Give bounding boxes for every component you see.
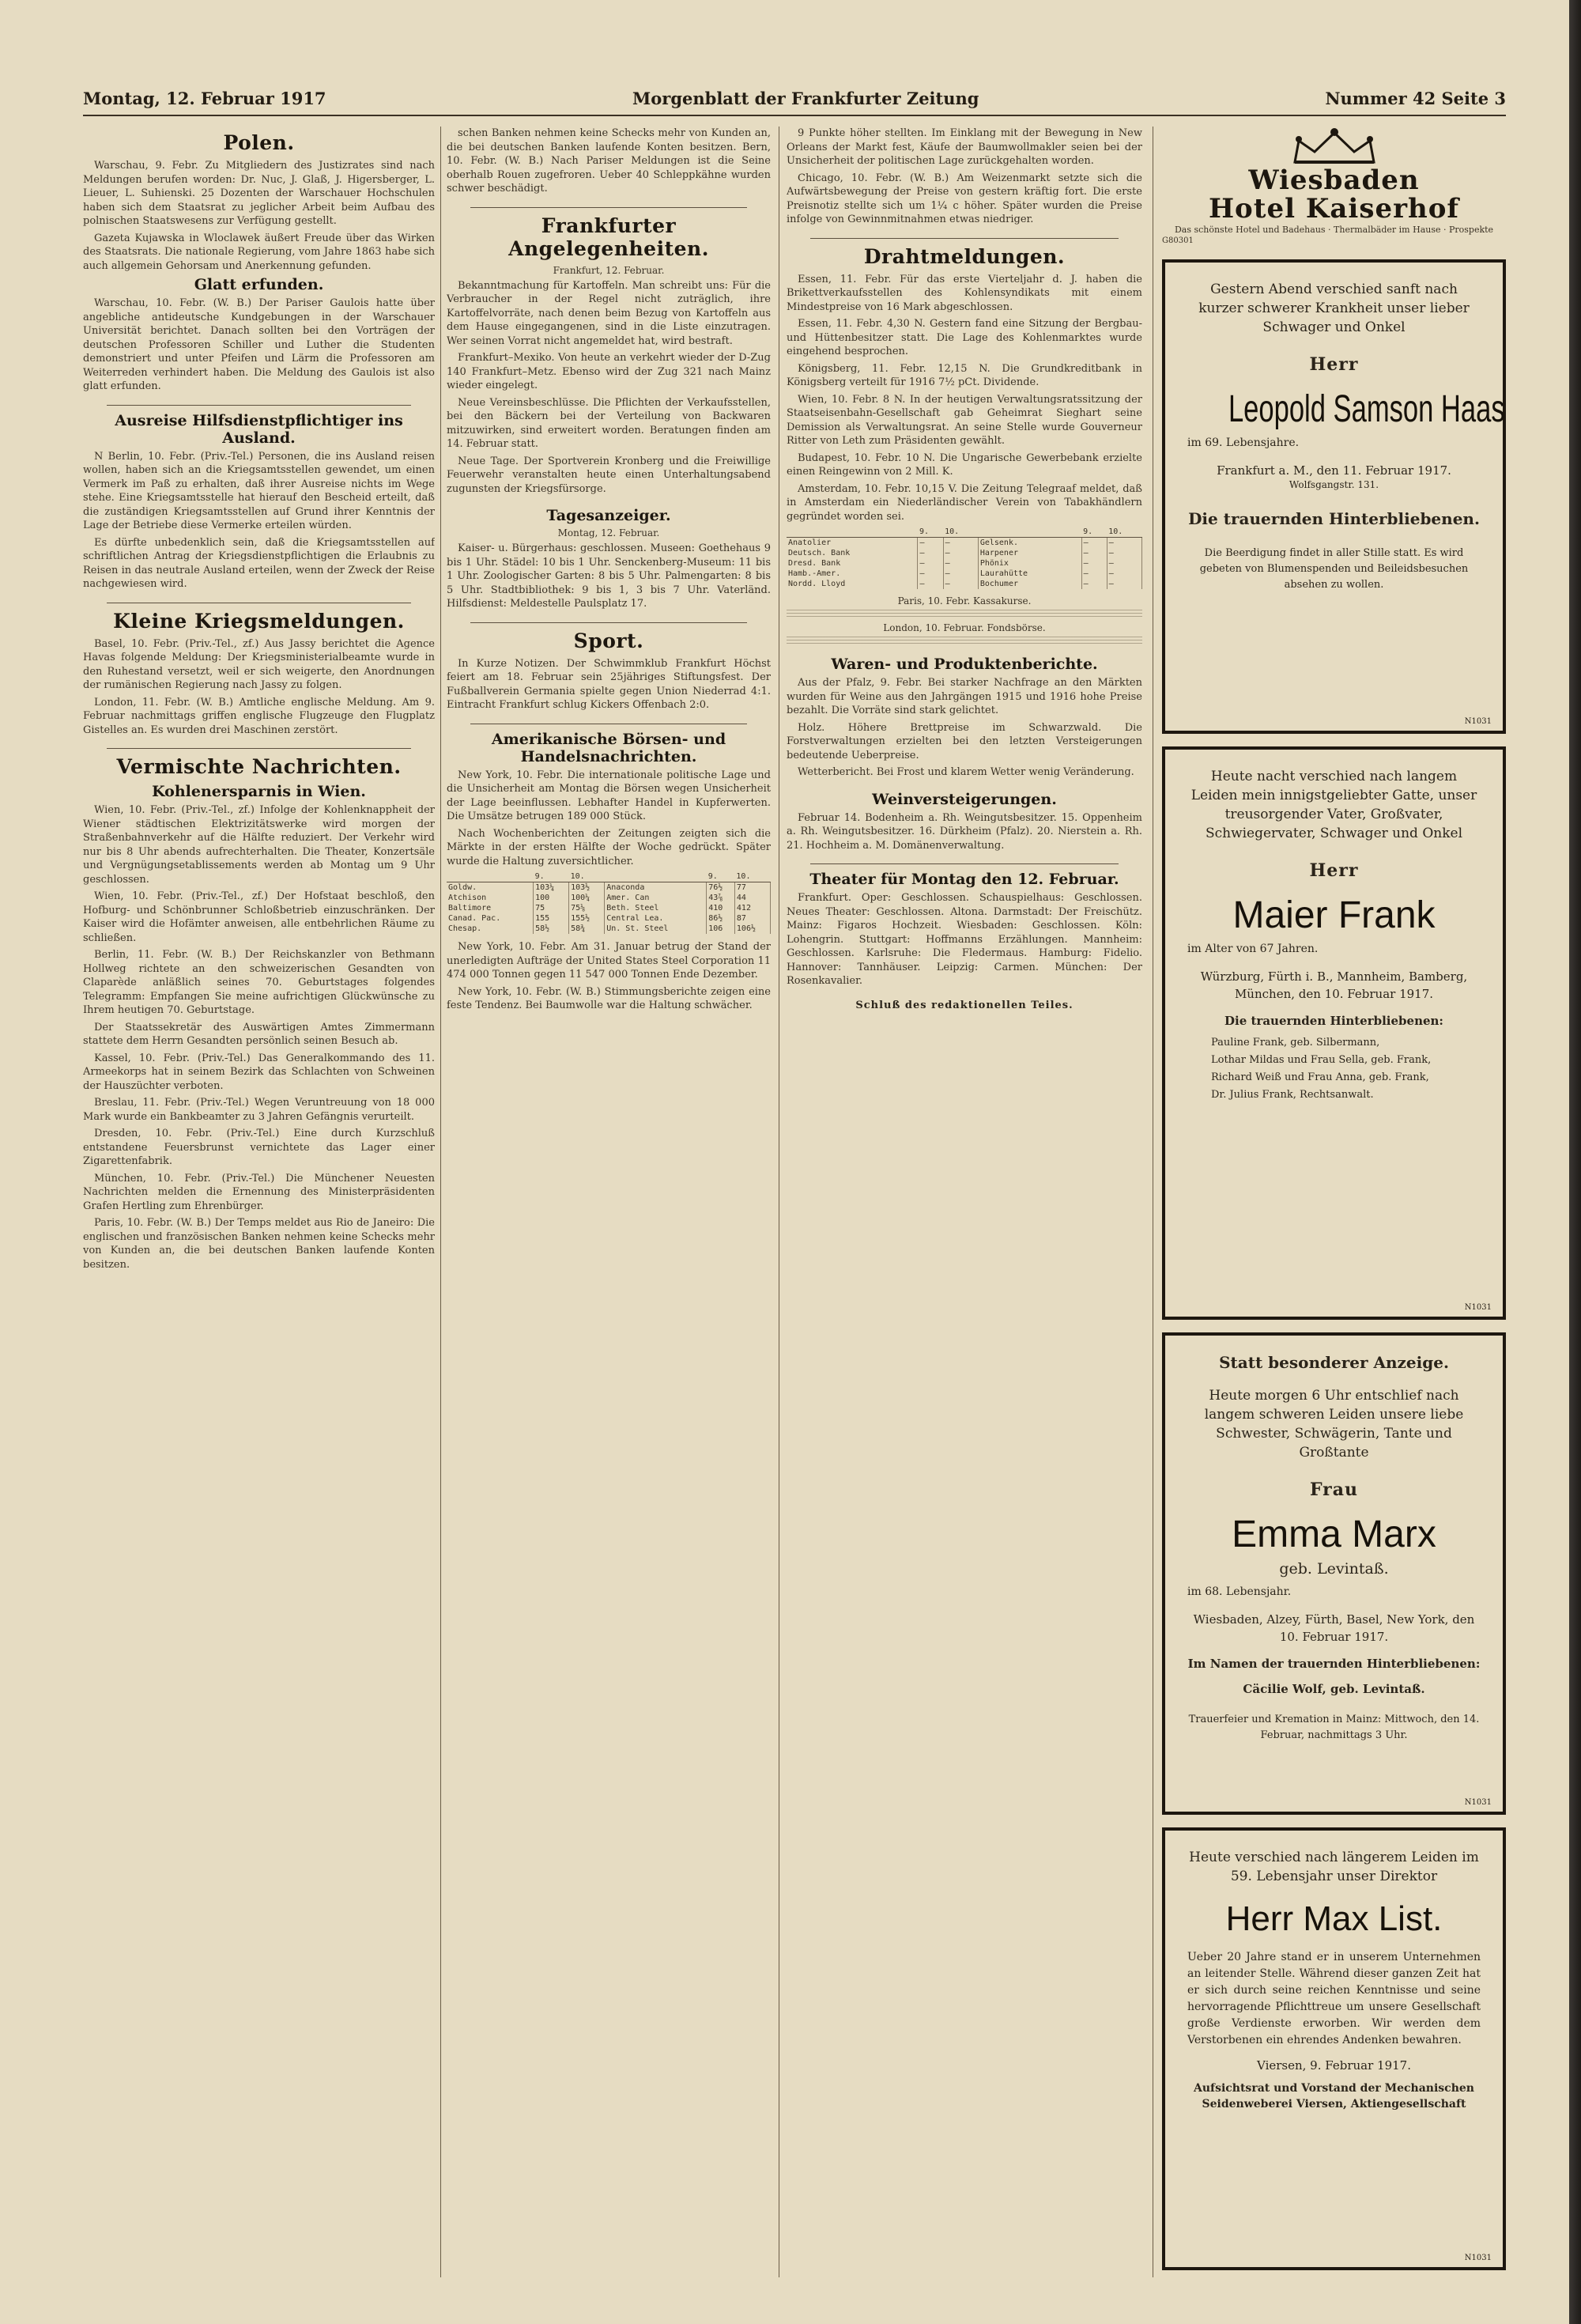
mourner-name: Lothar Mildas und Frau Sella, geb. Frank, <box>1211 1054 1432 1066</box>
mourner-name: Dr. Julius Frank, Rechtsanwalt. <box>1211 1089 1374 1101</box>
obituary-marx <box>1162 1332 1506 1815</box>
article-paragraph: Bekanntmachung für Kartoffeln. Man schreibt uns: Für die Verbraucher in der Regel nicht zuträglich, ihre Kartoffelvorräte, nach denen beim Bezug von Kartoffeln aus dem Hause eingegangenen, sind in die Liste einzutragen. Wer seinen Vorrat nicht angemeldet hat, wird bestraft. <box>447 279 771 347</box>
article-paragraph: Budapest, 10. Febr. 10 N. Die Ungarische Gewerbebank erzielte einen Reingewinn von 2 Mill. K. <box>787 452 1142 478</box>
dateline: Paris, 10. Febr. Kassakurse. <box>897 595 1032 607</box>
article-title: Theater für Montag den 12. Februar. <box>809 871 1119 888</box>
article-paragraph: Neue Tage. Der Sportverein Kronberg und die Freiwillige Feuerwehr veranstalten heute einen Unterhaltungsabend zugunsten der Kriegsfürsorge. <box>447 455 771 495</box>
article-title: Sport. <box>573 629 644 652</box>
obituary-haas <box>1162 259 1506 734</box>
crown-icon <box>1283 127 1386 166</box>
article-paragraph: Warschau, 9. Febr. Zu Mitgliedern des Justizrates sind nach Meldungen berufen worden: Dr. Nuc, J. Glaß, J. Higersberger, L. Lieuer, L. Suhienski. 25 Dozenten der Warschauer Hochschulen haben sich dem Staatsrat zu jeglicher Arbeit beim Aufbau des polnischen Staatswesens zur Verfügung gestellt. <box>83 160 435 227</box>
table-cell: 155 <box>534 913 569 924</box>
obituary-name: Emma Marx <box>1232 1513 1436 1555</box>
table-cell: 43⅞ <box>707 893 735 903</box>
masthead-paper-name: Morgenblatt der Frankfurter Zeitung <box>632 89 979 108</box>
article-paragraph: Breslau, 11. Febr. (Priv.-Tel.) Wegen Veruntreuung von 18 000 Mark wurde ein Bankbeamter zu 3 Jahren Gefängnis verurteilt. <box>83 1097 435 1123</box>
article-continued <box>787 127 1142 227</box>
table-body <box>447 882 771 935</box>
article-paragraph: 9 Punkte höher stellten. Im Einklang mit der Bewegung in New Orleans der Markt fest, Käufe der Baumwollmakler seien bei der Unsicherheit der politischen Lage zurückgehalten worden. <box>787 127 1142 167</box>
article-continued <box>447 127 771 196</box>
table-cell: 412 <box>734 903 770 913</box>
table-cell: — <box>1107 538 1141 549</box>
article-paragraph: In Kurze Notizen. Der Schwimmklub Frankfurt Höchst feiert am 18. Februar sein 25jähriges Stiftungsfest. Der Fußballverein Germania spielte gegen Union Niederrad 4:1. Eintracht Frankfurt schlug Kickers Offenbach 2:0. <box>447 657 771 711</box>
table-cell: 58½ <box>534 924 569 934</box>
obituary-header: Statt besonderer Anzeige. <box>1219 1353 1449 1372</box>
table-header: 10. <box>569 871 605 882</box>
table-row <box>787 569 1142 579</box>
table-cell: 86½ <box>707 913 735 924</box>
table-row <box>447 893 771 903</box>
table-header <box>787 527 918 538</box>
obituary-name: Maier Frank <box>1232 894 1436 936</box>
article-title: Weinversteigerungen. <box>872 790 1057 808</box>
obituary-signature: Im Namen der trauernden Hinterbliebenen: <box>1187 1657 1481 1671</box>
obituary-age: im 68. Lebensjahr. <box>1187 1585 1292 1598</box>
ad-code: G80301 <box>1162 236 1194 245</box>
table-header: 10. <box>1107 527 1141 538</box>
obituary-signature: Die trauernden Hinterbliebenen: <box>1224 1014 1443 1028</box>
stock-quotes-table <box>787 527 1142 589</box>
dateline: Frankfurt, 12. Februar. <box>553 264 665 276</box>
obituary-frank <box>1162 746 1506 1320</box>
obituary-burial-note: Die Beerdigung findet in aller Stille statt. Es wird gebeten von Blumenspenden und Beileidsbesuchen absehen zu wollen. <box>1199 547 1469 591</box>
ad-code: N1031 <box>1464 2254 1492 2262</box>
table-header: 10. <box>943 527 978 538</box>
table-cell: Laurahütte <box>978 569 1081 579</box>
table-cell: — <box>918 569 943 579</box>
ad-code: N1031 <box>1464 1303 1492 1312</box>
table-row <box>787 579 1142 589</box>
article-paragraph: Gazeta Kujawska in Wloclawek äußert Freude über das Wirken des Staatsrats. Die nationale Regierung, vom Jahre 1863 habe sich auch allgemein Gehorsam und Anerkennung gefunden. <box>83 232 435 272</box>
masthead-rule <box>83 115 1506 116</box>
article-paragraph: London, 11. Febr. (W. B.) Amtliche englische Meldung. Am 9. Februar nachmittags griffen englische Flugzeuge den Flugplatz Gistelles an. Es wurden drei Maschinen zerstört. <box>83 696 435 736</box>
table-cell: Central Lea. <box>605 913 707 924</box>
table-cell: — <box>1081 569 1107 579</box>
table-cell: Deutsch. Bank <box>787 548 918 558</box>
table-cell: 103½ <box>569 882 605 894</box>
quote-listing <box>787 610 1142 618</box>
table-cell: — <box>1081 538 1107 549</box>
article-waren <box>787 656 1142 780</box>
article-paragraph: Amsterdam, 10. Febr. 10,15 V. Die Zeitung Telegraaf meldet, daß in Amsterdam ein Niederländischer Verein von Tabakhändlern gegründet worden sei. <box>787 482 1142 523</box>
table-row <box>447 924 771 934</box>
table-cell: 58¾ <box>569 924 605 934</box>
article-paragraph: Holz. Höhere Brettpreise im Schwarzwald. Die Forstverwaltungen erzielten bei den letzten Versteigerungen bedeutende Ueberpreise. <box>787 721 1142 761</box>
article-title: Polen. <box>223 131 295 154</box>
table-cell: 106 <box>707 924 735 934</box>
table-cell: Phönix <box>978 558 1081 569</box>
end-of-editorial: Schluß des redaktionellen Teiles. <box>855 999 1073 1011</box>
article-paragraph: N Berlin, 10. Febr. (Priv.-Tel.) Personen, die ins Ausland reisen wollen, haben sich an die Kriegsamtsstellen gewendet, um einen Vermerk im Paß zu erhalten, daß ihrer Ausreise nichts im Wege stehe. Eine Kriegsamtsstelle hat hierauf den Bescheid erteilt, daß die zuständigen Kriegsamtsstellen auf Grund ihrer Kenntnis der Lage der Betriebe diese Vermerke erteilen würden. <box>83 450 435 531</box>
article-paragraph: New York, 10. Febr. (W. B.) Stimmungsberichte zeigen eine feste Tendenz. Bei Baumwolle war die Haltung schwächer. <box>447 985 771 1011</box>
article-paragraph: Berlin, 11. Febr. (W. B.) Der Reichskanzler von Bethmann Hollweg richtete an den schweizerischen Gesandten von Claparède anläßlich seines 70. Geburtstages folgendes Telegramm: Empfangen Sie meine aufrichtigen Glückwünsche zu Ihrem heutigen 70. Geburtstage. <box>83 949 435 1016</box>
quote-listing <box>787 637 1142 644</box>
table-cell: Canad. Pac. <box>447 913 534 924</box>
table-cell: Hamb.-Amer. <box>787 569 918 579</box>
table-header <box>978 527 1081 538</box>
obituary-place-date: Wiesbaden, Alzey, Fürth, Basel, New York, den 10. Februar 1917. <box>1193 1612 1475 1644</box>
table-cell: Amer. Can <box>605 893 707 903</box>
table-cell: 410 <box>707 903 735 913</box>
table-cell: — <box>1081 558 1107 569</box>
article-paragraph: Dresden, 10. Febr. (Priv.-Tel.) Eine durch Kurzschluß entstandene Feuersbrunst vernichtete das Lager einer Zigarettenfabrik. <box>83 1128 435 1167</box>
article-paragraph: Wien, 10. Febr. (Priv.-Tel., zf.) Infolge der Kohlenknappheit der Wiener städtischen Elektrizitätswerke wird morgen der Straßenbahnverkehr auf die Hälfte reduziert. Der Verkehr wird nur bis 8 Uhr abends aufrechterhalten. Die Theater, Konzertsäle und Vergnügungsetablissements werden ab Montag um 9 Uhr geschlossen. <box>83 804 435 886</box>
obituary-title: Herr <box>1309 860 1359 881</box>
column-divider <box>440 127 441 2277</box>
table-cell: 103¼ <box>534 882 569 894</box>
article-paragraph: Paris, 10. Febr. (W. B.) Der Temps meldet aus Rio de Janeiro: Die englischen und französischen Banken nehmen keine Schecks mehr von Kunden an, die bei deutschen Banken laufende Konten besitzen. <box>83 1217 435 1271</box>
obituary-age: im Alter von 67 Jahren. <box>1187 943 1319 955</box>
hotel-name: Hotel Kaiserhof <box>1208 193 1460 225</box>
article-title: Vermischte Nachrichten. <box>116 755 402 778</box>
article-paragraph: schen Banken nehmen keine Schecks mehr von Kunden an, die bei deutschen Banken laufende Konten besitzen. Bern, 10. Febr. (W. B.) Nach Pariser Meldungen ist die Seine oberhalb Rouen zugefroren. Ueber 40 Schleppkähne wurden schwer beschädigt. <box>447 127 771 195</box>
table-row <box>787 558 1142 569</box>
article-paragraph: Königsberg, 11. Febr. 12,15 N. Die Grundkreditbank in Königsberg verteilt für 1916 7½ pCt. Dividende. <box>787 362 1142 388</box>
table-header: 10. <box>734 871 770 882</box>
article-paragraph: New York, 10. Febr. Die internationale politische Lage und die Unsicherheit am Montag die Börsen wegen Unsicherheit der Lage beeinflussen. Lebhafter Handel in Kupferwerten. Die Umsätze betrugen 189 000 Stück. <box>447 769 771 822</box>
article-paragraph: Kaiser- u. Bürgerhaus: geschlossen. Museen: Goethehaus 9 bis 1 Uhr. Städel: 10 bis 1 Uhr. Senckenberg-Museum: 11 bis 1 Uhr. Zoologischer Garten: 8 bis 5 Uhr. Palmengarten: 8 bis 5 Uhr. Stadtbibliothek: 9 bis 1, 3 bis 7 Uhr. Vaterländ. Hilfsdienst: Meldestelle Paulsplatz 17. <box>447 542 771 610</box>
obituary-intro: Heute nacht verschied nach langem Leiden mein innigstgeliebter Gatte, unser treusorgender Vater, Großvater, Schwiegervater, Schwager und Onkel <box>1190 769 1477 841</box>
table-cell: Atchison <box>447 893 534 903</box>
table-header <box>605 871 707 882</box>
article-paragraph: Essen, 11. Febr. Für das erste Vierteljahr d. J. haben die Brikettverkaufsstellen des Kohlensyndikats mit einem Mindestpreise von 16 Mark abgeschlossen. <box>787 273 1142 313</box>
table-cell: Chesap. <box>447 924 534 934</box>
table-cell: — <box>1107 579 1141 589</box>
table-cell: — <box>943 538 978 549</box>
table-cell: Nordd. Lloyd <box>787 579 918 589</box>
table-cell: 155½ <box>569 913 605 924</box>
obituary-title: Frau <box>1309 1479 1359 1500</box>
table-cell: 100¼ <box>569 893 605 903</box>
table-row <box>447 882 771 894</box>
divider <box>810 863 1119 864</box>
article-title: Tagesanzeiger. <box>546 507 671 524</box>
article-paragraph: Nach Wochenberichten der Zeitungen zeigten sich die Märkte in der ersten Hälfte der Woche gedrückt. Später wurde die Haltung zuversichtlicher. <box>447 827 771 867</box>
column-3 <box>787 127 1142 2285</box>
column-4-ads <box>1162 127 1506 2285</box>
obituary-intro: Heute morgen 6 Uhr entschlief nach langem schweren Leiden unsere liebe Schwester, Schwägerin, Tante und Großtante <box>1204 1388 1464 1461</box>
table-row <box>787 538 1142 549</box>
obituary-signer: Cäcilie Wolf, geb. Levintaß. <box>1243 1682 1425 1696</box>
table-cell: — <box>1107 569 1141 579</box>
table-row <box>447 903 771 913</box>
article-paragraph: München, 10. Febr. (Priv.-Tel.) Die Münchener Neuesten Nachrichten melden die Ernennung des Ministerpräsidenten Grafen Hertling zum Ehrenbürger. <box>83 1172 435 1212</box>
obituary-signature: Die trauernden Hinterbliebenen. <box>1188 509 1480 528</box>
divider <box>107 405 411 406</box>
article-paragraph: Warschau, 10. Febr. (W. B.) Der Pariser Gaulois hatte über angebliche antideutsche Kundgebungen in der Warschauer Universität berichtet. Danach sollten bei den Vorträgen der deutschen Professoren Schiller und Luther die Studenten demonstriert und unter Pfeifen und Lärm die Professoren am Weiterreden verhindert haben. Die Meldung des Gaulois ist also glatt erfunden. <box>83 297 435 392</box>
table-cell: — <box>1081 548 1107 558</box>
table-header: 9. <box>1081 527 1107 538</box>
table-cell: — <box>918 538 943 549</box>
article-tagesanzeiger <box>447 507 771 611</box>
article-paragraph: Frankfurt–Mexiko. Von heute an verkehrt wieder der D-Zug 140 Frankfurt–Metz. Ebenso wird der Zug 321 nach Mainz wieder eingelegt. <box>447 352 771 391</box>
table-cell: — <box>1107 548 1141 558</box>
dateline: Montag, 12. Februar. <box>557 527 660 538</box>
divider <box>810 238 1119 239</box>
article-paragraph: Basel, 10. Febr. (Priv.-Tel., zf.) Aus Jassy berichtet die Agence Havas folgende Meldung: Der Kriegsministerialbeamte wurde in den Ruhestand versetzt, weil er sich weigerte, den Anordnungen der rumänischen Regierung nach Jassy zu folgen. <box>83 637 435 691</box>
obituary-address: Wolfsgangstr. 131. <box>1289 479 1379 490</box>
ad-code: N1031 <box>1464 1798 1492 1807</box>
divider <box>470 622 747 623</box>
hotel-subline: Das schönste Hotel und Badehaus · Thermalbäder im Hause · Prospekte <box>1174 225 1494 235</box>
obituary-text: Ueber 20 Jahre stand er in unserem Unternehmen an leitender Stelle. Während dieser ganzen Zeit hat er sich durch seine reichen Kenntnisse und seine hervorragende Pflichttreue um unsere Gesellschaft große Verdienste erworben. Wir werden dem Verstorbenen ein ehrendes Andenken bewahren. <box>1187 1951 1481 2046</box>
article-paragraph: Februar 14. Bodenheim a. Rh. Weingutsbesitzer. 15. Oppenheim a. Rh. Weingutsbesitzer. 16. Dürkheim (Pfalz). 20. Nierstein a. Rh. 21. Hochheim a. M. Domänenverwaltung. <box>787 811 1142 852</box>
divider <box>470 207 747 208</box>
table-cell: Anaconda <box>605 882 707 894</box>
obituary-place-date: Würzburg, Fürth i. B., Mannheim, Bamberg, München, den 10. Februar 1917. <box>1200 969 1468 1001</box>
table-cell: — <box>918 579 943 589</box>
table-cell: Beth. Steel <box>605 903 707 913</box>
article-paragraph: Aus der Pfalz, 9. Febr. Bei starker Nachfrage an den Märkten wurden für Weine aus den Jahrgängen 1915 und 1916 hohe Preise bezahlt. Die Vorräte sind stark gelichtet. <box>787 677 1142 716</box>
table-cell: 100 <box>534 893 569 903</box>
obituary-maiden-name: geb. Levintaß. <box>1279 1560 1389 1578</box>
article-paragraph: Es dürfte unbedenklich sein, daß die Kriegsamtsstellen auf schriftlichen Antrag der Kriegsdienstpflichtigen die Erlaubnis zu Reisen in das neutrale Ausland erteilen, wenn der Zweck der Reise nachgewiesen wird. <box>83 536 435 590</box>
obituary-burial-note: Trauerfeier und Kremation in Mainz: Mittwoch, den 14. Februar, nachmittags 3 Uhr. <box>1188 1714 1480 1741</box>
mourner-name: Pauline Frank, geb. Silbermann, <box>1211 1037 1380 1049</box>
table-cell: — <box>918 558 943 569</box>
article-sport <box>447 629 771 712</box>
article-frankfurter-angelegenheiten <box>447 214 771 497</box>
article-paragraph: Kassel, 10. Febr. (Priv.-Tel.) Das Generalkommando des 11. Armeekorps hat in seinem Bezirk das Schlachten von Schweinen der Hauszüchter verboten. <box>83 1052 435 1092</box>
article-paragraph: Wetterbericht. Bei Frost und klarem Wetter wenig Veränderung. <box>798 766 1134 778</box>
stock-quotes-table <box>447 871 771 934</box>
article-subtitle: Kohlenersparnis in Wien. <box>152 783 366 800</box>
table-cell: 77 <box>734 882 770 894</box>
table-header: 9. <box>707 871 735 882</box>
table-body <box>787 538 1142 590</box>
ad-code: N1031 <box>1464 717 1492 726</box>
article-title: Frankfurter Angelegenheiten. <box>508 214 709 260</box>
article-paragraph: Neue Vereinsbeschlüsse. Die Pflichten der Verkaufsstellen, bei den Bäckern bei der Verteilung von Backwaren mitzuwirken, sind erweitert worden. Beratungen finden am 14. Februar statt. <box>447 396 771 450</box>
hotel-advertisement <box>1162 127 1506 245</box>
table-cell: Harpener <box>978 548 1081 558</box>
article-paragraph: Frankfurt. Oper: Geschlossen. Schauspielhaus: Geschlossen. Neues Theater: Geschlossen. Altona. Darmstadt: Der Freischütz. Mainz: Figaros Hochzeit. Wiesbaden: Geschlossen. Köln: Lohengrin. Stuttgart: Hoffmanns Erzählungen. Mannheim: Geschlossen. Karlsruhe: Die Fledermaus. Hamburg: Fidelio. Hannover: Tannhäuser. Leipzig: Carmen. München: Der Rosenkavalier. <box>787 892 1142 987</box>
column-2 <box>447 127 771 2285</box>
table-cell: Un. St. Steel <box>605 924 707 934</box>
table-cell: Baltimore <box>447 903 534 913</box>
obituary-intro: Heute verschied nach längerem Leiden im 59. Lebensjahr unser Direktor <box>1189 1850 1479 1884</box>
table-cell: — <box>918 548 943 558</box>
mourner-name: Richard Weiß und Frau Anna, geb. Frank, <box>1211 1071 1429 1083</box>
mourners-list <box>1211 1034 1481 1104</box>
table-cell: 44 <box>734 893 770 903</box>
obituary-place-date: Frankfurt a. M., den 11. Februar 1917. <box>1217 463 1451 478</box>
obituary-intro: Gestern Abend verschied sanft nach kurzer schwerer Krankheit unser lieber Schwager und Onkel <box>1198 282 1470 335</box>
article-paragraph: Essen, 11. Febr. 4,30 N. Gestern fand eine Sitzung der Bergbau- und Hüttenbesitzer statt. Die Lage des Kohlenmarktes wurde eingehend besprochen. <box>787 318 1142 357</box>
article-subtitle: Glatt erfunden. <box>194 276 324 293</box>
article-amerikanische-boersen <box>447 731 771 1013</box>
obituary-title: Herr <box>1309 354 1359 375</box>
article-title: Drahtmeldungen. <box>863 244 1066 268</box>
article-paragraph: Der Staatssekretär des Auswärtigen Amtes Zimmermann stattete dem Herrn Gesandten persönlich seinen Besuch ab. <box>83 1021 435 1047</box>
obituary-name: Herr Max List. <box>1225 1899 1443 1938</box>
table-cell: 106½ <box>734 924 770 934</box>
table-cell: 87 <box>734 913 770 924</box>
article-ausreise <box>83 412 435 591</box>
masthead <box>83 89 1506 112</box>
article-title: Waren- und Produktenberichte. <box>831 656 1098 673</box>
hotel-city: Wiesbaden <box>1248 164 1420 196</box>
table-cell: — <box>1081 579 1107 589</box>
obituary-company: Aufsichtsrat und Vorstand der Mechanischen Seidenweberei Viersen, Aktiengesellschaft <box>1194 2082 1474 2110</box>
table-cell: — <box>943 558 978 569</box>
masthead-date: Montag, 12. Februar 1917 <box>83 89 326 108</box>
table-cell: — <box>1107 558 1141 569</box>
table-cell: Anatolier <box>787 538 918 549</box>
article-kleine-kriegsmeldungen <box>83 610 435 738</box>
obituary-age: im 69. Lebensjahre. <box>1187 436 1300 449</box>
article-paragraph: New York, 10. Febr. Am 31. Januar betrug der Stand der unerledigten Aufträge der United States Steel Corporation 11 474 000 Tonnen gegen 11 547 000 Tonnen Ende Dezember. <box>447 941 771 981</box>
article-title: Amerikanische Börsen- und Handelsnachrichten. <box>491 730 726 765</box>
table-header <box>447 871 534 882</box>
table-cell: Bochumer <box>978 579 1081 589</box>
article-title: Kleine Kriegsmeldungen. <box>113 609 405 633</box>
obituary-list <box>1162 1827 1506 2270</box>
table-row <box>787 548 1142 558</box>
article-weinversteigerungen <box>787 791 1142 853</box>
table-header: 9. <box>534 871 569 882</box>
article-polen <box>83 131 435 394</box>
table-cell: Goldw. <box>447 882 534 894</box>
table-header: 9. <box>918 527 943 538</box>
dateline: London, 10. Februar. Fondsbörse. <box>883 622 1046 633</box>
table-cell: — <box>943 569 978 579</box>
table-cell: Gelsenk. <box>978 538 1081 549</box>
table-cell: 75⅛ <box>569 903 605 913</box>
table-cell: 76½ <box>707 882 735 894</box>
article-theater <box>787 871 1142 988</box>
table-cell: Dresd. Bank <box>787 558 918 569</box>
table-cell: 75 <box>534 903 569 913</box>
article-vermischte <box>83 755 435 1272</box>
obituary-name: Leopold Samson Haas <box>1228 388 1505 430</box>
table-cell: — <box>943 548 978 558</box>
masthead-page-number: Nummer 42 Seite 3 <box>1325 89 1506 108</box>
article-drahtmeldungen <box>787 245 1142 645</box>
article-paragraph: Chicago, 10. Febr. (W. B.) Am Weizenmarkt setzte sich die Aufwärtsbewegung der Preise von gestern kräftig fort. Die erste Preisnotiz stellte sich um 1¼ c höher. Später wurden die Preise infolge von Gewinnmitnahmen etwas niedriger. <box>787 172 1142 225</box>
article-paragraph: Wien, 10. Febr. 8 N. In der heutigen Verwaltungsratssitzung der Staatseisenbahn-Gesellschaft gab Geheimrat Sieghart seine Demission als Verwaltungsrat. An seine Stelle wurde Gouverneur Ritter von Leth zum Präsidenten gewählt. <box>787 393 1142 447</box>
obituary-place-date: Viersen, 9. Februar 1917. <box>1257 2058 1411 2073</box>
article-paragraph: Wien, 10. Febr. (Priv.-Tel., zf.) Der Hofstaat beschloß, den Hofburg- und Schönbrunner Schloßbetrieb einzuschränken. Der Kaiser wird die Hofämter anweisen, alle entbehrlichen Räume zu schließen. <box>83 890 435 944</box>
divider <box>107 748 411 749</box>
article-title: Ausreise Hilfsdienstpflichtiger ins Ausland. <box>115 411 403 447</box>
column-1 <box>83 127 435 2285</box>
table-cell: — <box>943 579 978 589</box>
table-row <box>447 913 771 924</box>
binding-edge <box>1569 0 1581 2324</box>
